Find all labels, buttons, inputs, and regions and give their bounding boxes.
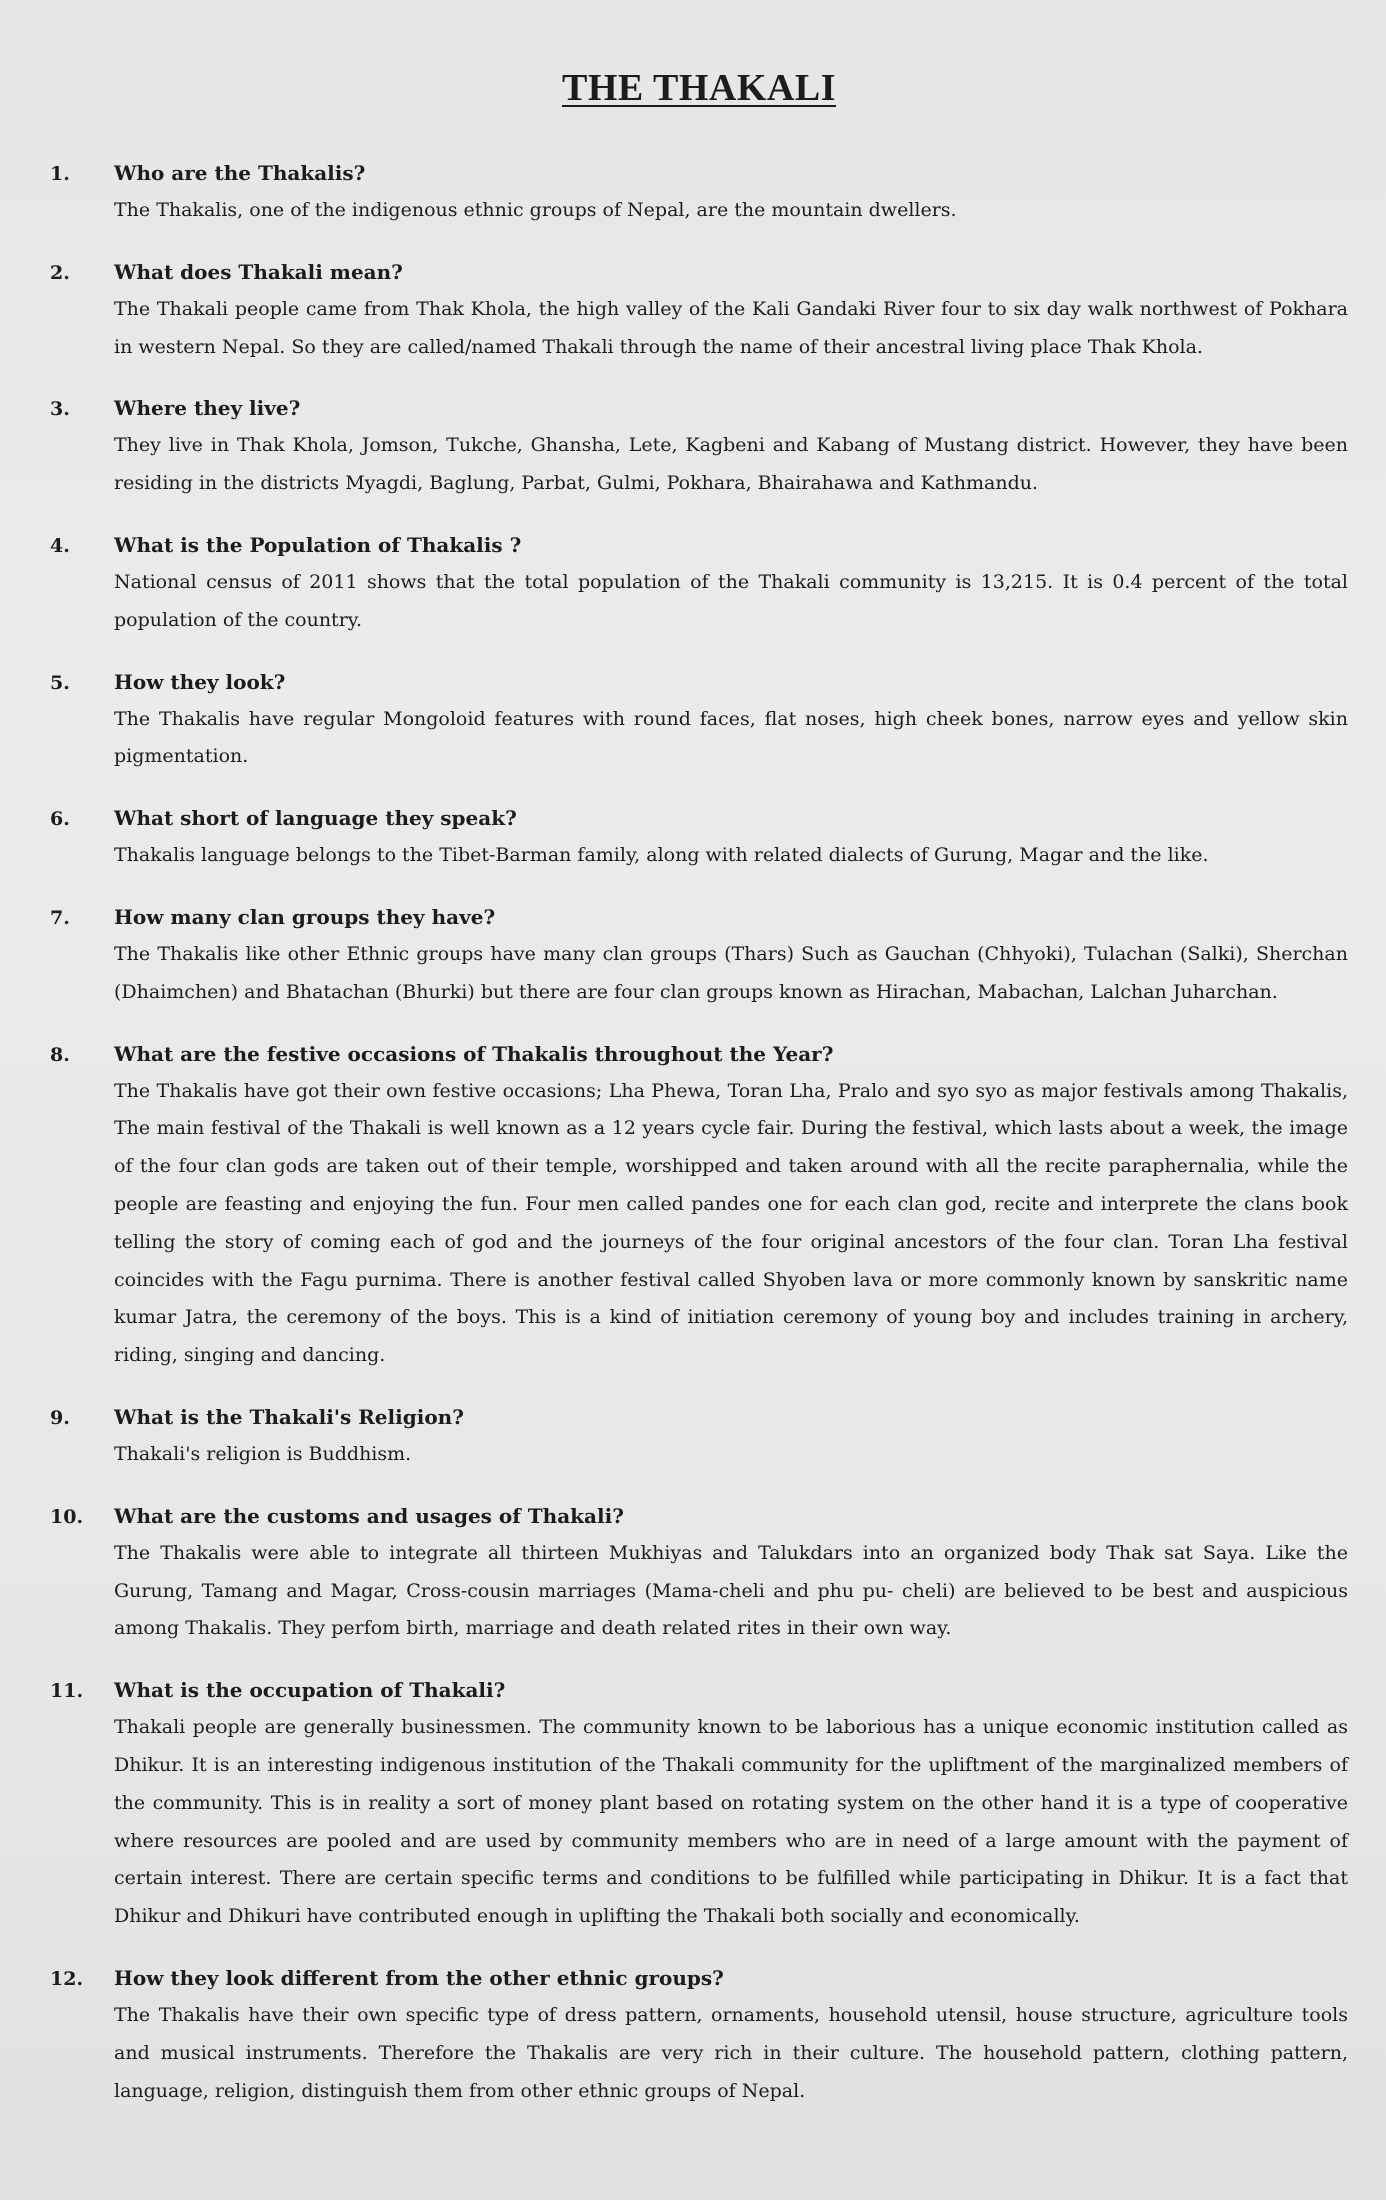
qa-item-3 <box>50 393 1348 503</box>
item-question: Where they live? <box>114 396 301 421</box>
item-answer: Thakali people are generally businessmen. The community known to be laborious has a unique economic institution called as Dhikur. It is an interesting indigenous institution of the Thakali community for the upliftment of the marginalized members of the community. This is in reality a sort of money plant based on rotating system on the other hand it is a type of cooperative where resources are pooled and are used by community members who are in need of a large amount with the payment of certain interest. There are certain specific terms and conditions to be fulfilled while participating in Dhikur. It is a fact that Dhikur and Dhikuri have contributed enough in uplifting the Thakali both socially and economically. <box>114 1716 1348 1928</box>
item-number: 4. <box>50 534 70 557</box>
item-question: How they look different from the other ethnic groups? <box>114 1965 724 1990</box>
item-question: How they look? <box>114 669 286 694</box>
item-number: 10. <box>50 1505 84 1528</box>
item-answer: Thakali's religion is Buddhism. <box>114 1442 412 1465</box>
item-number: 7. <box>50 906 70 929</box>
item-answer: The Thakalis have got their own festive occasions; Lha Phewa, Toran Lha, Pralo and syo syo as major festivals among Thakalis, The main festival of the Thakali is well known as a 12 years cycle fair. During the festival, which lasts about a week, the image of the four clan gods are taken out of their temple, worshipped and taken around with all the recite paraphernalia, while the people are feasting and enjoying the fun. Four men called pandes one for each clan god, recite and interprete the clans book telling the story of coming each of god and the journeys of the four original ancestors of the four clan. Toran Lha festival coincides with the Fagu purnima. There is another festival called Shyoben lava or more commonly known by sanskritic name kumar Jatra, the ceremony of the boys. This is a kind of initiation ceremony of young boy and includes training in archery, riding, singing and dancing. <box>114 1079 1348 1367</box>
qa-item-8 <box>50 1039 1348 1375</box>
item-question: Who are the Thakalis? <box>114 161 366 185</box>
item-answer: National census of 2011 shows that the total population of the Thakali community is 13,215. It is 0.4 percent of the total population of the country. <box>114 570 1348 631</box>
item-number: 12. <box>50 1967 84 1990</box>
qa-item-1 <box>50 158 1348 230</box>
qa-item-9 <box>50 1402 1348 1474</box>
item-question: What is the Population of Thakalis ? <box>114 532 522 557</box>
item-number: 1. <box>50 163 70 185</box>
item-question: What does Thakali mean? <box>114 259 403 284</box>
item-number: 6. <box>50 808 70 831</box>
qa-item-6 <box>50 803 1348 875</box>
qa-item-10 <box>50 1501 1348 1648</box>
item-answer: The Thakalis like other Ethnic groups have many clan groups (Thars) Such as Gauchan (Chhyoki), Tulachan (Salki), Sherchan (Dhaimchen) and Bhatachan (Bhurki) but there are four clan groups known as Hirachan, Mabachan, Lalchan Juharchan. <box>114 942 1348 1003</box>
item-question: What are the festive occasions of Thakalis throughout the Year? <box>114 1041 834 1066</box>
item-question: What are the customs and usages of Thakali? <box>114 1503 624 1528</box>
item-answer: The Thakalis have regular Mongoloid features with round faces, flat noses, high cheek bones, narrow eyes and yellow skin pigmentation. <box>114 707 1348 768</box>
item-answer: The Thakalis, one of the indigenous ethnic groups of Nepal, are the mountain dwellers. <box>114 199 957 221</box>
item-answer: The Thakalis were able to integrate all thirteen Mukhiyas and Talukdars into an organized body Thak sat Saya. Like the Gurung, Tamang and Magar, Cross-cousin marriages (Mama-cheli and phu pu- cheli) are believed to be best and auspicious among Thakalis. They perfom birth, marriage and death related rites in their own way. <box>114 1541 1348 1640</box>
item-number: 8. <box>50 1043 70 1066</box>
item-answer: The Thakali people came from Thak Khola, the high valley of the Kali Gandaki River four to six day walk northwest of Pokhara in western Nepal. So they are called/named Thakali through the name of their ancestral living place Thak Khola. <box>114 297 1348 358</box>
item-answer: The Thakalis have their own specific type of dress pattern, ornaments, household utensil, house structure, agriculture tools and musical instruments. Therefore the Thakalis are very rich in their culture. The household pattern, clothing pattern, language, religion, distinguish them from other ethnic groups of Nepal. <box>114 2003 1348 2102</box>
item-question: What is the Thakali's Religion? <box>114 1404 464 1429</box>
item-question: What short of language they speak? <box>114 806 517 831</box>
qa-item-11 <box>50 1675 1348 1936</box>
item-answer: They live in Thak Khola, Jomson, Tukche, Ghansha, Lete, Kagbeni and Kabang of Mustang district. However, they have been residing in the districts Myagdi, Baglung, Parbat, Gulmi, Pokhara, Bhairahawa and Kathmandu. <box>114 434 1348 495</box>
item-number: 9. <box>50 1406 70 1429</box>
item-number: 11. <box>50 1680 84 1703</box>
qa-item-4 <box>50 530 1348 640</box>
item-number: 3. <box>50 398 70 421</box>
item-question: How many clan groups they have? <box>114 904 496 929</box>
item-answer: Thakalis language belongs to the Tibet-Barman family, along with related dialects of Gurung, Magar and the like. <box>114 844 1209 867</box>
qa-item-12 <box>50 1963 1348 2110</box>
item-number: 5. <box>50 671 70 694</box>
qa-item-2 <box>50 257 1348 367</box>
qa-item-7 <box>50 902 1348 1012</box>
item-question: What is the occupation of Thakali? <box>114 1678 506 1703</box>
page-title: THE THAKALI <box>561 67 837 109</box>
qa-item-5 <box>50 667 1348 777</box>
item-number: 2. <box>50 261 70 284</box>
